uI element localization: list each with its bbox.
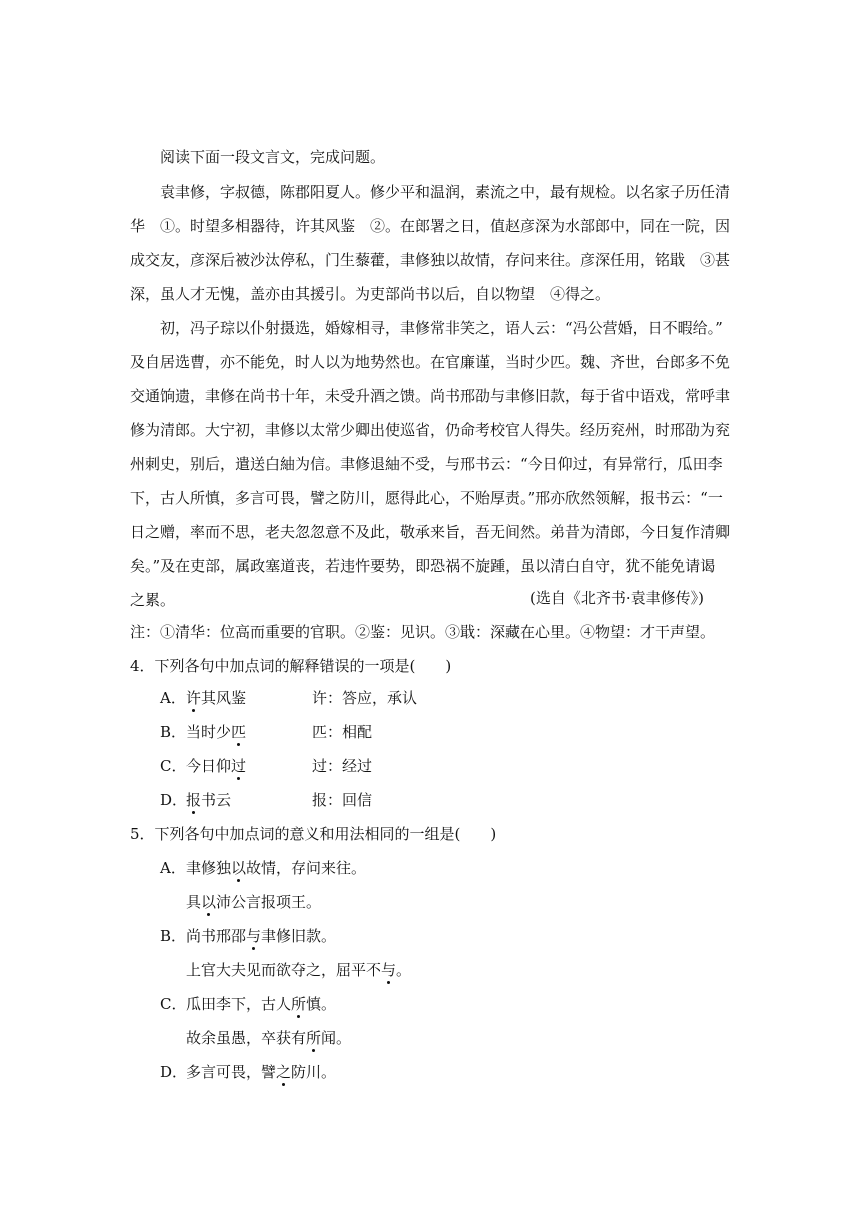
q5-option-c: C．瓜田李下，古人所慎。	[160, 995, 337, 1013]
passage-line: 矣。”及在吏部，属政塞道丧，若违忤要势，即恐祸不旋踵，虽以清白自守，犹不能免请谒	[130, 557, 716, 575]
dotted-char: 匹	[231, 723, 247, 741]
q4-option-a	[160, 688, 417, 708]
passage-line: 袁聿修，字叔德，陈郡阳夏人。修少平和温润，素流之中，最有规检。以名家子历任清	[160, 183, 731, 201]
annotation-note: 注：①清华：位高而重要的官职。②鉴：见识。③戢：深藏在心里。④物望：才干声望。	[130, 623, 716, 641]
question-5-stem: 5．下列各句中加点词的意义和用法相同的一组是( )	[130, 825, 497, 843]
q4-option-b	[160, 722, 372, 742]
option-letter: C．	[160, 757, 187, 775]
passage-line: 修为清郎。大宁初，聿修以太常少卿出使巡省，仍命考校官人得失。经历兖州，时邢劭为兖	[130, 421, 731, 439]
dotted-char: 许	[186, 689, 202, 707]
passage-line: 及自居选曹，亦不能免，时人以为地势然也。在官廉谨，当时少匹。魏、齐世，台郎多不免	[130, 353, 731, 371]
passage-line: 成交友，彦深后被沙汰停私，门生藜藿，聿修独以故情，存问来往。彦深任用，铭戢 ③甚	[130, 251, 731, 269]
dotted-char: 所	[291, 995, 307, 1013]
passage-line: 交通饷遗，聿修在尚书十年，未受升酒之馈。尚书邢劭与聿修旧款，每于省中语戏，常呼聿	[130, 387, 731, 405]
instruction-text: 阅读下面一段文言文，完成问题。	[160, 148, 386, 166]
option-phrase: 当时少匹	[186, 723, 247, 741]
passage-line: 深，虽人才无愧，盖亦由其援引。为吏部尚书以后，自以物望 ④得之。	[130, 285, 611, 303]
dotted-char: 以	[231, 859, 247, 877]
q5-option-a-second: 具以沛公言报项王。	[186, 893, 322, 911]
dotted-char: 与	[381, 961, 397, 979]
passage-line: 初，冯子琮以仆射摄选，婚嫁相寻，聿修常非笑之，语人云：“冯公营婚，日不暇给。”	[160, 319, 723, 337]
option-letter: A．	[160, 859, 186, 877]
option-letter: B．	[160, 927, 187, 945]
q5-option-a: A．聿修独以故情，存问来往。	[160, 859, 367, 877]
dotted-char: 之	[276, 1063, 292, 1081]
q5-option-c-second: 故余虽愚，卒获有所闻。	[186, 1029, 352, 1047]
passage-line: 之累。	[130, 591, 176, 609]
q5-option-b: B．尚书邢邵与聿修旧款。	[160, 927, 337, 945]
option-phrase: 今日仰过	[186, 757, 247, 775]
option-explanation: 许：答应，承认	[312, 689, 418, 707]
q4-option-c	[160, 756, 372, 776]
option-phrase: 许其风鉴	[186, 689, 247, 707]
option-letter: C．	[160, 995, 187, 1013]
passage-line: 州刺史，别后，遣送白紬为信。聿修退紬不受，与邢书云：“今日仰过，有异常行，瓜田李	[130, 455, 723, 473]
q4-option-d	[160, 790, 372, 810]
option-explanation: 过：经过	[312, 757, 373, 775]
q5-option-d: D．多言可畏，譬之防川。	[160, 1063, 337, 1081]
source-citation: (选自《北齐书·袁聿修传》)	[530, 589, 704, 607]
option-letter: A．	[160, 689, 186, 707]
passage-line: 华 ①。时望多相器待，许其风鉴 ②。在郎署之日，值赵彦深为水部郎中，同在一院，因	[130, 217, 731, 235]
option-explanation: 匹：相配	[312, 723, 373, 741]
dotted-char: 以	[201, 893, 217, 911]
question-4-stem: 4．下列各句中加点词的解释错误的一项是( )	[130, 657, 452, 675]
dotted-char: 与	[246, 927, 262, 945]
dotted-char: 报	[186, 791, 202, 809]
option-explanation: 报：回信	[312, 791, 373, 809]
option-phrase: 报书云	[186, 791, 232, 809]
q5-option-b-second: 上官大夫见而欲夺之，屈平不与。	[186, 961, 412, 979]
dotted-char: 过	[231, 757, 247, 775]
passage-line: 下，古人所慎，多言可畏，譬之防川，愿得此心，不贻厚责。”邢亦欣然领解，报书云：“一	[130, 489, 723, 507]
passage-line: 日之赠，率而不思，老夫忽忽意不及此，敬承来旨，吾无间然。弟昔为清郎，今日复作清卿	[130, 523, 731, 541]
dotted-char: 所	[306, 1029, 322, 1047]
option-letter: D．	[160, 1063, 188, 1081]
option-letter: D．	[160, 791, 188, 809]
option-letter: B．	[160, 723, 187, 741]
